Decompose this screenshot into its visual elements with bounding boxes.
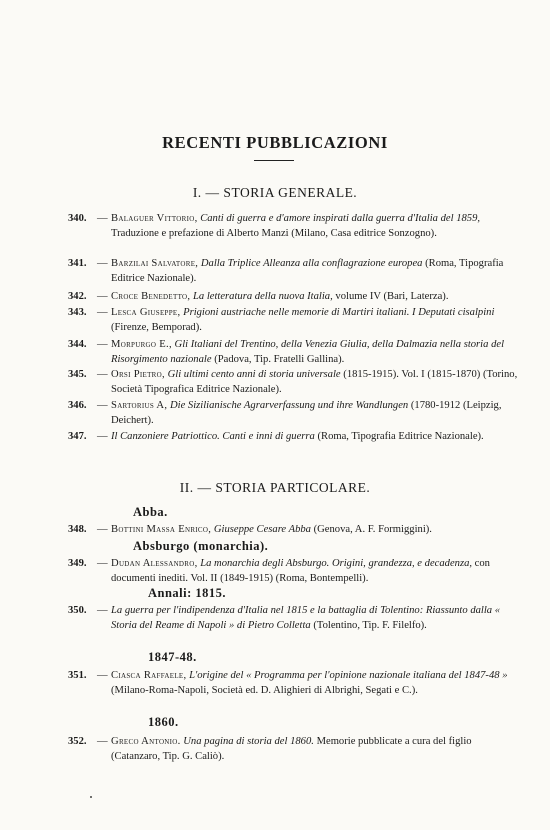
entry-350: [68, 603, 523, 634]
entry-dash: —: [97, 558, 108, 569]
entry-publication: Memorie pubblicate a cura del figlio (Catanzaro, Tip. G. Caliò).: [111, 736, 472, 763]
entry-dash: —: [97, 400, 108, 411]
subheading-abba: Abba.: [133, 505, 168, 519]
entry-dash: —: [97, 431, 108, 442]
entry-title: Dalla Triplice Alleanza alla conflagrazione europea: [200, 258, 423, 269]
entry-author: Orsi Pietro,: [111, 369, 165, 380]
entry-author: Bottini Massa Enrico,: [111, 524, 212, 535]
entry-340: [68, 211, 523, 242]
entry-dash: —: [97, 339, 108, 350]
entry-343: [68, 305, 523, 336]
entry-title: Giuseppe Cesare Abba: [213, 524, 311, 535]
entry-number: 343.: [68, 307, 87, 318]
entry-dash: —: [97, 736, 108, 747]
entry-349: [68, 556, 523, 587]
title-rule: [254, 160, 294, 161]
entry-publication: (Roma, Tipografia Editrice Nazionale).: [314, 431, 484, 442]
entry-publication: volume IV (Bari, Laterza).: [332, 291, 449, 302]
entry-title: La letteratura della nuova Italia,: [192, 291, 333, 302]
entry-351: [68, 668, 523, 699]
section-heading-storia-generale: I. — STORIA GENERALE.: [192, 185, 358, 200]
entry-author: Balaguer Vittorio,: [111, 213, 198, 224]
entry-author: Croce Benedetto,: [111, 291, 191, 302]
entry-342: [68, 289, 523, 304]
entry-352: [68, 734, 523, 765]
entry-publication: (Milano-Roma-Napoli, Società ed. D. Alighieri di Albrighi, Segati e C.).: [111, 685, 418, 697]
entry-publication: (Padova, Tip. Fratelli Gallina).: [211, 354, 345, 366]
entry-title: Una pagina di storia del 1860.: [183, 736, 314, 747]
entry-publication: (Firenze, Bemporad).: [111, 322, 202, 334]
entry-title: Gli ultimi cento anni di storia universale: [167, 369, 341, 380]
entry-348: [68, 522, 523, 537]
entry-title: Prigioni austriache nelle memorie di Martiri italiani. I Deputati cisalpini: [183, 307, 495, 318]
entry-number: 346.: [68, 400, 87, 411]
entry-number: 351.: [68, 670, 87, 681]
entry-author: Lesca Giuseppe,: [111, 307, 181, 318]
entry-author: Morpurgo E.,: [111, 339, 172, 350]
paper-speck: [90, 796, 92, 798]
entry-344: [68, 337, 523, 368]
section-heading-storia-particolare: II. — STORIA PARTICOLARE.: [179, 480, 371, 495]
entry-publication: (1815-1915). Vol. I (1815-1870) (Torino, Società Tipografica Editrice Nazionale).: [111, 369, 518, 396]
subheading-annali-1815: Annali: 1815.: [148, 586, 227, 600]
entry-341: [68, 256, 523, 287]
entry-publication: (Tolentino, Tip. F. Filelfo).: [310, 620, 427, 632]
entry-dash: —: [97, 213, 108, 224]
entry-title: L'origine del « Programma per l'opinione nazionale italiana del 1847-48 »: [189, 670, 508, 681]
entry-publication: con documenti inediti. Vol. II (1849-1915) (Roma, Bontempelli).: [111, 558, 490, 585]
entry-dash: —: [97, 605, 108, 616]
entry-author: Sartorius A,: [111, 400, 168, 411]
entry-number: 341.: [68, 258, 87, 269]
entry-number: 344.: [68, 339, 87, 350]
entry-number: 347.: [68, 431, 87, 442]
entry-dash: —: [97, 291, 108, 302]
entry-dash: —: [97, 369, 108, 380]
entry-title: Canti di guerra e d'amore inspirati dalla guerra d'Italia del 1859,: [200, 213, 481, 224]
subheading-absburgo: Absburgo (monarchia).: [133, 539, 269, 553]
entry-publication: (Genova, A. F. Formiggini).: [310, 524, 432, 535]
entry-title: Il Canzoniere Patriottico. Canti e inni di guerra: [111, 431, 315, 442]
entry-345: [68, 367, 523, 398]
entry-347: [68, 429, 523, 444]
entry-number: 348.: [68, 524, 87, 535]
entry-number: 350.: [68, 605, 87, 616]
entry-number: 352.: [68, 736, 87, 747]
entry-publication: Traduzione e prefazione di Alberto Manzi (Milano, Casa editrice Sonzogno).: [111, 228, 437, 240]
entry-title: Die Sizilianische Agrarverfassung und ihre Wandlungen: [169, 400, 409, 411]
entry-dash: —: [97, 258, 108, 269]
entry-dash: —: [97, 307, 108, 318]
entry-dash: —: [97, 524, 108, 535]
entry-author: Greco Antonio.: [111, 736, 181, 747]
page-title: RECENTI PUBBLICAZIONI: [162, 133, 388, 152]
entry-publication: (Roma, Tipografia Editrice Nazionale).: [111, 258, 504, 285]
entry-title: La monarchia degli Absburgo. Origini, grandezza, e decadenza,: [200, 558, 473, 569]
entry-author: Ciasca Raffaele,: [111, 670, 187, 681]
entry-dash: —: [97, 670, 108, 681]
subheading-1847-48: 1847-48.: [148, 650, 197, 664]
entry-346: [68, 398, 523, 429]
entry-number: 345.: [68, 369, 87, 380]
entry-title: Gli Italiani del Trentino, della Venezia Giulia, della Dalmazia nella storia del Risorgimento nazionale: [111, 339, 505, 366]
entry-author: Barzilai Salvatore,: [111, 258, 199, 269]
entry-publication: (1780-1912 (Leipzig, Deichert).: [111, 400, 502, 427]
entry-author: Dudan Alessandro,: [111, 558, 198, 569]
subheading-1860: 1860.: [148, 715, 179, 729]
entry-number: 349.: [68, 558, 87, 569]
entry-title: La guerra per l'indipendenza d'Italia nel 1815 e la battaglia di Tolentino: Riassunto dalla « Storia del Reame di Napoli » di Pietro Colletta: [111, 605, 501, 632]
entry-number: 340.: [68, 213, 87, 224]
entry-number: 342.: [68, 291, 87, 302]
